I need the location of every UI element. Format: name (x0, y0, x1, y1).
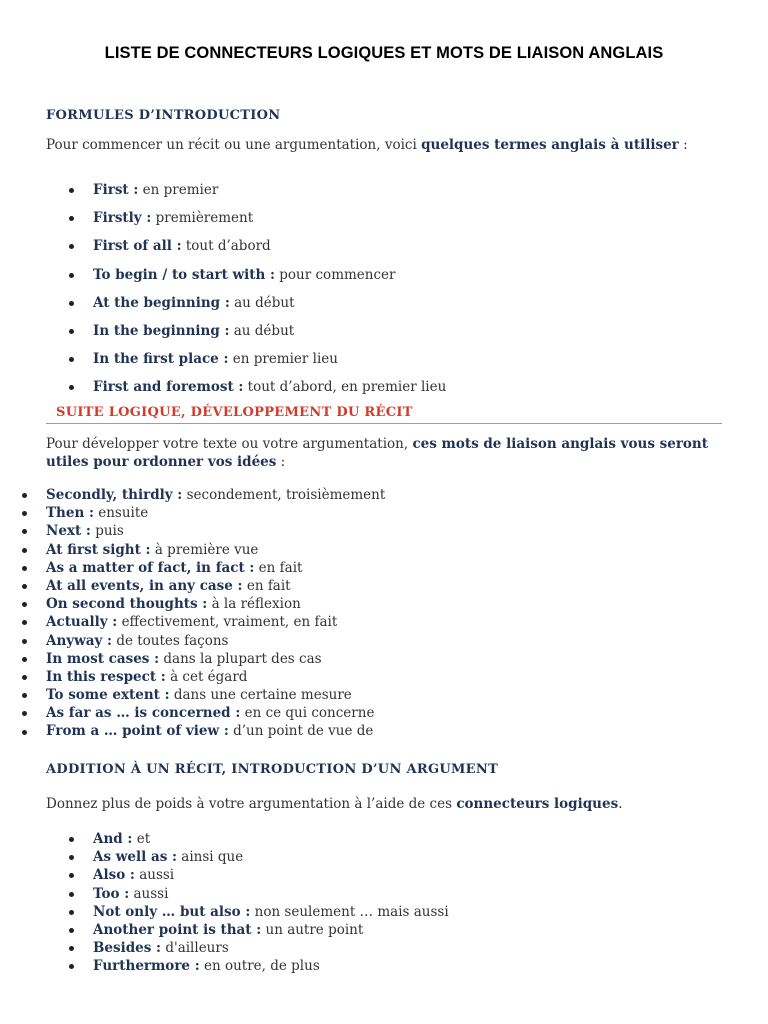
term: Besides : (93, 940, 162, 957)
term: As far as … is concerned : (46, 705, 241, 722)
section-intro-addition (46, 795, 726, 813)
term: As a matter of fact, in fact : (46, 559, 255, 576)
definition: et (132, 831, 151, 847)
definition: premièrement (151, 210, 254, 227)
list-item (93, 903, 449, 921)
definition: secondement, troisièmement (182, 487, 386, 503)
list-item (46, 486, 385, 504)
intro-text: : (678, 137, 688, 153)
list-item (46, 650, 385, 668)
definition: au début (229, 294, 295, 311)
term: Anyway : (46, 632, 113, 649)
list-item (46, 522, 385, 540)
term: First and foremost : (93, 379, 244, 396)
definition: puis (90, 523, 124, 540)
list-item (46, 704, 385, 722)
term: At first sight : (46, 541, 151, 558)
list-item (93, 181, 446, 209)
definition: à la réflexion (207, 596, 301, 613)
intro-emphasis: ces mots de liaison anglais vous seront utiles pour ordonner vos idées (46, 436, 708, 470)
intro-text: . (618, 796, 623, 812)
definition: non seulement … mais aussi (250, 903, 449, 920)
term: Then : (46, 505, 94, 522)
term: At the beginning : (93, 294, 230, 311)
list-item (93, 266, 446, 294)
list-item (46, 668, 385, 686)
term: Also : (93, 867, 135, 884)
section-intro-introduction (46, 136, 726, 154)
term: First : (93, 182, 139, 198)
list-item (46, 541, 385, 559)
term: From a … point of view : (46, 723, 229, 740)
intro-emphasis: connecteurs logiques (456, 796, 619, 812)
list-item (93, 830, 449, 848)
term: Furthermore : (93, 958, 200, 975)
list-item (93, 237, 446, 265)
term: Actually : (46, 614, 118, 631)
list-item (46, 613, 385, 631)
term: In the beginning : (93, 322, 230, 339)
term: Firstly : (93, 210, 152, 227)
term: First of all : (93, 238, 182, 255)
section-intro-suite-logique (46, 435, 726, 471)
term: In the first place : (93, 351, 229, 368)
list-item (93, 209, 446, 237)
list-item (93, 957, 449, 975)
definition: tout d’abord, en premier lieu (243, 379, 447, 396)
term: Next : (46, 523, 91, 540)
list-item (46, 595, 385, 613)
section-heading-addition: ADDITION À UN RÉCIT, INTRODUCTION D’UN ARGUMENT (46, 762, 499, 777)
definition: en fait (254, 559, 303, 576)
intro-emphasis: quelques termes anglais à utiliser (421, 137, 679, 153)
list-item (93, 885, 449, 903)
list-item (93, 866, 449, 884)
term: Too : (93, 885, 130, 902)
definition: de toutes façons (112, 632, 229, 649)
definition: aussi (134, 867, 175, 884)
list-item (93, 294, 446, 322)
list-item (46, 559, 385, 577)
suite-logique-list (46, 486, 385, 741)
definition: d’un point de vue de (228, 723, 374, 740)
list-item (93, 921, 449, 939)
definition: à cet égard (165, 668, 248, 685)
intro-text: : (276, 454, 286, 470)
list-item (93, 848, 449, 866)
definition: ensuite (93, 505, 149, 522)
term: To begin / to start with : (93, 266, 275, 283)
definition: ainsi que (176, 849, 244, 866)
list-item (93, 350, 446, 378)
list-item (46, 632, 385, 650)
definition: en ce qui concerne (240, 705, 375, 722)
intro-text: Pour commencer un récit ou une argumentation, voici (46, 137, 422, 153)
list-item (46, 577, 385, 595)
intro-text: Donnez plus de poids à votre argumentation à l’aide de ces (46, 796, 457, 812)
section-heading-suite-logique: SUITE LOGIQUE, DÉVELOPPEMENT DU RÉCIT (56, 405, 413, 420)
list-item (93, 939, 449, 957)
intro-text: Pour développer votre texte ou votre argumentation, (46, 436, 413, 452)
term: Secondly, thirdly : (46, 487, 183, 503)
definition: effectivement, vraiment, en fait (117, 614, 338, 631)
definition: tout d’abord (181, 238, 271, 255)
term: At all events, in any case : (46, 577, 243, 594)
term: Not only … but also : (93, 903, 251, 920)
term: In most cases : (46, 650, 160, 667)
term: Another point is that : (93, 921, 262, 938)
definition: dans une certaine mesure (169, 687, 352, 704)
definition: en premier (138, 182, 219, 198)
term: On second thoughts : (46, 596, 208, 613)
definition: dans la plupart des cas (159, 650, 322, 667)
list-item (93, 378, 446, 406)
term: And : (93, 831, 133, 847)
list-item (46, 722, 385, 740)
definition: en outre, de plus (199, 958, 320, 975)
list-item (46, 504, 385, 522)
term: In this respect : (46, 668, 166, 685)
list-item (46, 686, 385, 704)
definition: pour commencer (275, 266, 396, 283)
section-heading-introduction: FORMULES D’INTRODUCTION (46, 108, 281, 123)
definition: à première vue (150, 541, 259, 558)
section-divider (46, 423, 722, 424)
addition-list (93, 830, 449, 976)
definition: un autre point (261, 921, 364, 938)
introduction-list (93, 181, 446, 407)
page-title: LISTE DE CONNECTEURS LOGIQUES ET MOTS DE LIAISON ANGLAIS (104, 44, 664, 62)
definition: d'ailleurs (161, 940, 229, 957)
definition: en fait (242, 577, 291, 594)
definition: en premier lieu (228, 351, 338, 368)
definition: au début (229, 322, 295, 339)
term: To some extent : (46, 687, 170, 704)
term: As well as : (93, 849, 177, 866)
list-item (93, 322, 446, 350)
definition: aussi (129, 885, 169, 902)
